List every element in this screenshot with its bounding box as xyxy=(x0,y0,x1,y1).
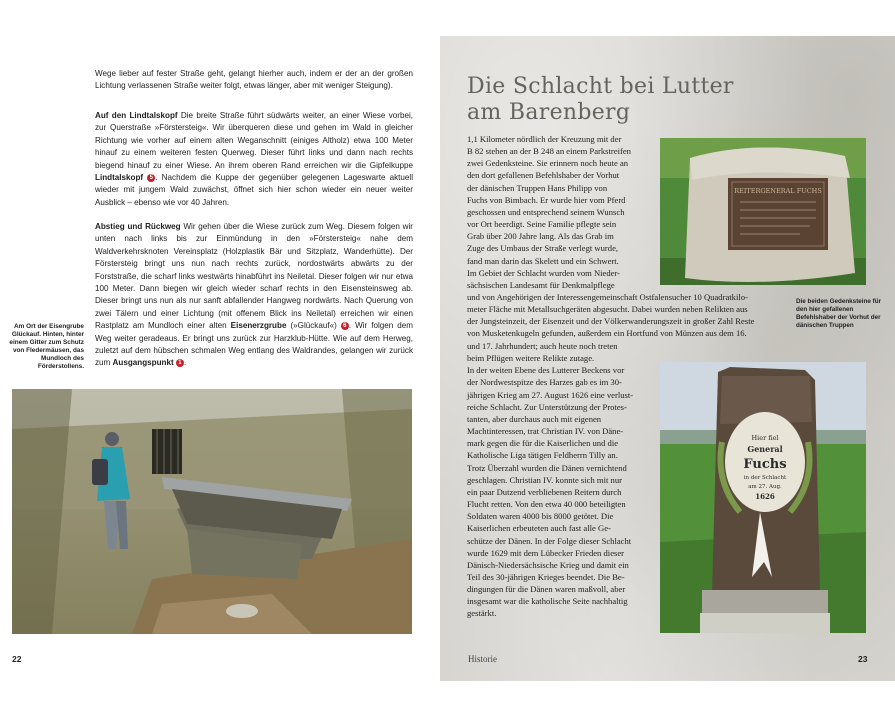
memorial-plaque-illustration xyxy=(660,138,866,285)
text-line: schütze der Dänen. In der Folge dieser Schlacht xyxy=(467,535,632,546)
left-photo-caption: Am Ort der Eisengrube Glückauf. Hinten, hinter einem Gitter zum Schutz von Fledermäusen, das Mundloch des Förderstollens. xyxy=(9,323,84,370)
section1-bold: Lindtalskopf xyxy=(95,173,144,183)
stone-line-1: Hier fiel xyxy=(751,434,779,442)
stone-line-4: in der Schlacht xyxy=(743,475,787,481)
text-full-width xyxy=(467,291,789,340)
stone-line-5: am 27. Aug. xyxy=(748,484,782,490)
text-line: Teil des 30-jährigen Krieges beendet. Die Be- xyxy=(467,571,625,582)
section2-text-a: Wir gehen über die Wiese zurück zum Weg. Diesem folgen wir unten nach links bis zur Einmündung in den »Förstersteig« nahe dem Waldverkehrsknoten Vereinsplatz (Holzplastik Bär und Sitzplatz, Wanderhütte). Der Förstersteig bringt uns nun nach rechts zurück, nordostwärts abwärts zu der Forststraße, die scharf links westwärts hinabführt ins Neiletal. Dieser folgen wir nur etwa 100 Meter. Dann biegen wir gleich wieder scharf rechts in den Eisensteinsweg ab. Dieser bringt uns nun als nur sanft abfallender Hangweg nordwärts. Nach Querung von zwei Tälern und einer Lichtung (mit offenem Blick ins Neiletal) erreichen wir einen Rastplatz am Mundloch einer alten xyxy=(95,222,413,331)
text-line: ein paar Dutzend verbliebenen Reitern durch xyxy=(467,486,622,497)
section-lindtalskopf xyxy=(95,110,413,209)
photo-memorial-plaque xyxy=(660,138,866,285)
photo-mine-entrance xyxy=(12,389,412,634)
text-line: Zuge des Umbaus der Straße verlegt wurde, xyxy=(467,243,619,254)
text-line: der Jungsteinzeit, der Eisenzeit und der Völkerwanderungszeit in großer Zahl Reste xyxy=(467,316,755,327)
text-line: und von Angehörigen der Interessengemeinschaft Ostfalensucher 10 Quadratkilo- xyxy=(467,292,748,302)
memorial-caption: Die beiden Gedenksteine für den hier gefallenen Befehlshaber der Vorhut der dänischen Truppen xyxy=(796,298,882,329)
section2-bold-grube: Eisenerzgrube xyxy=(230,321,287,331)
intro-paragraph: Wege lieber auf fester Straße geht, gelangt hierher auch, indem er der an der großen Lichtung verlassenen Straße weiter folgt, etwas länger, aber mit weniger Steigung). xyxy=(95,69,413,91)
text-line: 1,1 Kilometer nördlich der Kreuzung mit der xyxy=(467,134,622,144)
text-line: zwei Gedenksteine. Sie erinnern noch heute an xyxy=(467,158,629,169)
text-line: gestärkt. xyxy=(467,608,497,619)
section2-end: . xyxy=(183,358,187,368)
text-line: geschlagen. Christian IV. konnte sich mit nur xyxy=(467,474,622,485)
route-marker-5: 5 xyxy=(147,174,155,182)
text-line: mark gegen die für die Kaiserlichen und die xyxy=(467,438,619,449)
text-line: meter Fläche mit Metallsuchgeräten abgesucht. Dabei wurden neben Relikten aus xyxy=(467,304,748,315)
section-abstieg xyxy=(95,221,413,370)
stone-line-2: General xyxy=(747,444,783,454)
text-line: der dänischen Truppen Hans Philipp von xyxy=(467,182,608,193)
text-line: Trotz Überzahl wurden die Dänen vernichtend xyxy=(467,462,627,473)
text-line: In der weiten Ebene des Lutterer Beckens vor xyxy=(467,365,625,376)
section2-heading: Abstieg und Rückweg xyxy=(95,222,181,231)
stone-line-6: 1626 xyxy=(755,492,775,501)
text-column-bottom xyxy=(467,340,654,620)
text-line: fand man darin das Skelett und ein Schwert. xyxy=(467,255,619,266)
text-line: Dänisch-Niedersächsische Krieg und damit ein xyxy=(467,559,629,570)
title-line-2: am Barenberg xyxy=(467,100,631,125)
text-line: dingungen für die Dänen waren maßvoll, aber xyxy=(467,584,626,595)
text-line: wurde 1629 mit dem Lübecker Frieden dieser xyxy=(467,547,625,558)
text-line: B 82 stehen an der B 248 an einem Parkstreifen xyxy=(467,146,631,157)
section2-text-c: . Wir folgen dem Weg weiter geradeaus. Er bringt uns zurück zur Harzklub-Hütte. Wie auf dem Herweg, zuletzt auf dem hübschen schmalen Weg entlang des Waldrandes, gelangen wir zurück zum xyxy=(95,321,414,368)
title-line-1: Die Schlacht bei Lutter xyxy=(467,74,734,99)
text-line: von Musketenkugeln gefunden, außerdem ein Hortfund von Münzen aus dem 16. xyxy=(467,328,747,339)
right-page-number: 23 xyxy=(858,654,868,664)
text-line: Soldaten waren 4000 bis 8000 getötet. Die xyxy=(467,511,614,522)
photo-memorial-stone xyxy=(660,362,866,633)
text-line: geschossen und entsprechend seinem Wunsch xyxy=(467,206,625,217)
footer-label: Historie xyxy=(468,654,497,664)
text-line: Machtinteressen, trat Christian IV. von Däne- xyxy=(467,426,624,437)
text-line: tanten, aber durchaus auch mit eigenen xyxy=(467,413,602,424)
mine-entrance-illustration xyxy=(12,389,412,634)
section1-text-b: . Nachdem die Kuppe der gegenüber gelegenen Lageswarte aktuell wieder mit jungem Wald zuwächst, öffnet sich hier schon wieder ein neuer weiter Ausblick – ebenso wie vor 40 Jahren. xyxy=(95,173,413,207)
text-line: sächsischen Landesamt für Denkmalpflege xyxy=(467,279,615,290)
text-line: beim Pflügen weitere Relikte zutage. xyxy=(467,353,595,364)
text-line: vor Ort beerdigt. Seine Familie pflegte sein xyxy=(467,219,617,230)
text-line: jährigen Krieg am 27. August 1626 eine verlust- xyxy=(467,389,634,400)
stone-line-3: Fuchs xyxy=(743,457,787,472)
text-line: Im Gebiet der Schlacht wurden vom Nieder- xyxy=(467,267,621,278)
text-line: insgesamt war die katholische Seite nachhaltig xyxy=(467,596,628,607)
text-line: Grab über 200 Jahre lang. Als das Grab im xyxy=(467,231,614,242)
section2-text-b: (»Glückauf«) xyxy=(290,321,337,331)
section1-heading: Auf den Lindtalskopf xyxy=(95,111,178,120)
left-intro xyxy=(95,68,413,93)
left-page-number: 22 xyxy=(12,654,22,664)
text-line: den dort gefallenen Befehlshaber der Vorhut xyxy=(467,170,620,181)
memorial-stone-illustration xyxy=(660,362,866,633)
article-title xyxy=(467,74,767,126)
text-line: der Nordwestspitze des Harzes gab es im 30- xyxy=(467,377,622,388)
section2-bold-start: Ausgangspunkt xyxy=(112,358,174,368)
text-line: Fuchs von Bimbach. Er wurde hier vom Pferd xyxy=(467,194,626,205)
route-marker-1: 1 xyxy=(176,359,184,367)
route-marker-6: 6 xyxy=(341,322,349,330)
text-column-top xyxy=(467,133,654,291)
text-line: Flucht retten. Von den etwa 40 000 beteiligten xyxy=(467,499,626,510)
text-line: und 17. Jahrhundert; auch heute noch treten xyxy=(467,341,618,351)
text-line: Kaiserlichen erbeuteten auch fast alle Ge- xyxy=(467,523,611,534)
section1-text-a: Die breite Straße führt südwärts weiter, an einer Wiese vorbei, zur Querstraße »Förstersteig«. Wir überqueren diese und gehen im Wald in gleicher Richtung wie vorher auf einem alten Weganschnitt (einiges Altholz) etwa 100 Meter hinauf zu einem weiteren festen Querweg. Dieser führt links und dann nach rechts biegend hinauf zu einer Wiese. An ihrem oberen Rand erreichen wir die Gipfelkuppe xyxy=(95,111,413,170)
text-line: reiche Schlacht. Zur Unterstützung der Protes- xyxy=(467,401,627,412)
text-line: Katholische Liga tätigen Feldherrn Tilly an. xyxy=(467,450,618,461)
plaque-inscription: REITERGENERAL FUCHS xyxy=(734,187,822,195)
